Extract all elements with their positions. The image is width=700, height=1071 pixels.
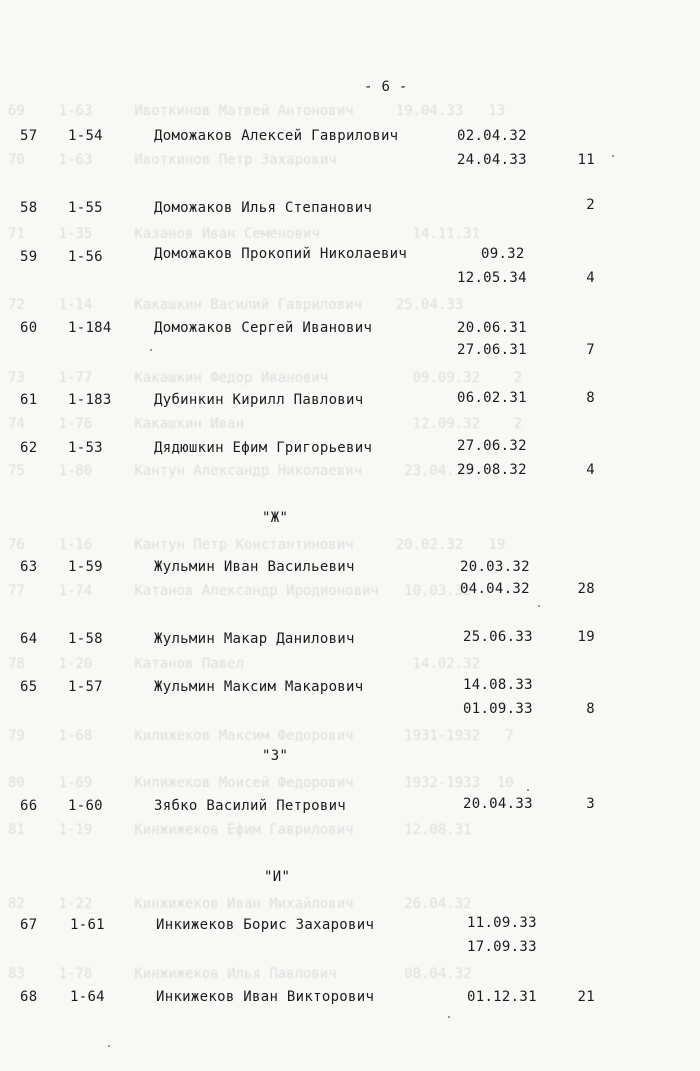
entry-number: 63 — [20, 559, 38, 575]
entry-code: 1-61 — [70, 917, 105, 933]
scan-speck — [448, 1016, 450, 1018]
entry-count: 8 — [586, 390, 595, 406]
entry-name: Доможаков Илья Степанович — [154, 200, 373, 216]
entry-date: 20.03.32 — [460, 559, 530, 575]
entry-name: Жульмин Макар Данилович — [154, 631, 355, 647]
entry-date: 27.06.32 — [457, 438, 527, 454]
entry-date: 20.06.31 — [457, 320, 527, 336]
entry-count: 21 — [577, 989, 595, 1005]
entry-date: 09.32 — [481, 246, 525, 262]
entry-date: 24.04.33 — [457, 152, 527, 168]
entry-count: 4 — [586, 270, 595, 286]
entry-date: 17.09.33 — [467, 939, 537, 955]
section-heading: "З" — [262, 748, 289, 764]
entry-number: 64 — [20, 631, 38, 647]
scan-speck — [150, 349, 152, 351]
entry-count: 8 — [586, 701, 595, 717]
entry-name: Дубинкин Кирилл Павлович — [154, 392, 364, 408]
entry-name: Доможаков Прокопий Николаевич — [154, 246, 408, 262]
entry-number: 61 — [20, 392, 38, 408]
entry-name: Жульмин Максим Макарович — [154, 679, 364, 695]
entry-name: Жульмин Иван Васильевич — [154, 559, 355, 575]
entry-date: 14.08.33 — [463, 677, 533, 693]
entry-number: 62 — [20, 440, 38, 456]
entry-date: 01.09.33 — [463, 701, 533, 717]
entry-date: 02.04.32 — [457, 128, 527, 144]
entry-count: 11 — [577, 152, 595, 168]
page-number: - 6 - — [364, 79, 408, 95]
entry-number: 57 — [20, 128, 38, 144]
entry-code: 1-57 — [68, 679, 103, 695]
section-heading: "И" — [264, 869, 291, 885]
entry-number: 60 — [20, 320, 38, 336]
entry-code: 1-183 — [68, 392, 112, 408]
section-heading: "Ж" — [262, 510, 289, 526]
entry-date: 06.02.31 — [457, 390, 527, 406]
entry-number: 58 — [20, 200, 38, 216]
entry-code: 1-53 — [68, 440, 103, 456]
scan-speck — [612, 155, 614, 157]
entry-name: Доможаков Сергей Иванович — [154, 320, 373, 336]
scan-speck — [108, 1045, 110, 1047]
entry-number: 68 — [20, 989, 38, 1005]
entry-count: 7 — [586, 342, 595, 358]
entry-number: 67 — [20, 917, 38, 933]
entry-code: 1-60 — [68, 798, 103, 814]
entry-date: 12.05.34 — [457, 270, 527, 286]
entry-date: 29.08.32 — [457, 462, 527, 478]
entry-code: 1-184 — [68, 320, 112, 336]
entry-code: 1-56 — [68, 249, 103, 265]
entry-date: 20.04.33 — [463, 796, 533, 812]
entry-code: 1-54 — [68, 128, 103, 144]
entry-number: 65 — [20, 679, 38, 695]
entry-count: 3 — [586, 796, 595, 812]
scan-speck — [538, 605, 540, 607]
entry-date: 25.06.33 — [463, 629, 533, 645]
entry-date: 01.12.31 — [467, 989, 537, 1005]
entry-count: 4 — [586, 462, 595, 478]
entry-date: 04.04.32 — [460, 581, 530, 597]
entry-date: 11.09.33 — [467, 915, 537, 931]
scan-speck — [527, 789, 529, 791]
entry-name: Доможаков Алексей Гаврилович — [154, 128, 399, 144]
entry-date: 27.06.31 — [457, 342, 527, 358]
entry-code: 1-55 — [68, 200, 103, 216]
entry-count: 28 — [577, 581, 595, 597]
entry-number: 59 — [20, 249, 38, 265]
entry-count: 2 — [586, 197, 595, 213]
entry-code: 1-58 — [68, 631, 103, 647]
entry-number: 66 — [20, 798, 38, 814]
entry-name: Зябко Василий Петрович — [154, 798, 347, 814]
entry-count: 19 — [577, 629, 595, 645]
entry-code: 1-59 — [68, 559, 103, 575]
entry-name: Инкижеков Борис Захарович — [156, 917, 375, 933]
document-page: 69 1-63 Ивоткинов Матвей Антонович 19.04.33 13 70 1-63 Ивоткинов Петр Захарович 71 1-35 Казанов Иван Семенович 14.11.31 72 1-14 Какашкин Василий Гаврилович 25.04.33 73 1-77 Какашкин Федор Иванович 09.09.32 2 74 1-76 Какашкин Иван 12.09.32 2 75 1-80 Кантун Александр Николаевич 23.04.32 76 1-16 Кантун Петр Константинович 20.02.32 19 77 1-74 Катанов Александр Иродионович 10.03.32 78 1-20 Катанов Павел 14.02.32 79 1-68 Килижеков Максим Федорович 1931-1932 7 80 1-69 Килижеков Моисей Федорович 1932-1933 10 81 1-19 Кинжижеков Ефим Гаврилович 12.08.31 82 1-22 Кинжижеков Иван Михайлович 26.04.32 83 1-78 Кинжижеков Илья Павлович 08.04.32 - 6 - 57 1-54 Доможаков Алексей Гаврилович 02.04.32 24.04.33 11 58 1-55 Доможаков Илья Степанович 2 59 1-56 Доможаков Прокопий Николаевич 09.32 12.05.34 4 60 1-184 Доможаков Сергей Иванович 20.06.31 27.06.31 7 61 1-183 Дубинкин Кирилл Павлович 06.02.31 8 62 1-53 Дядюшкин Ефим Григорьевич 27.06.32 29.08.32 4 "Ж" 63 1-59 Жульмин Иван Васильевич 20.03.32 04.04.32 28 64 1-58 Жульмин Макар Данилович 25.06.33 19 65 1-57 Жульмин Максим Макарович 14.08.33 01.09.33 8 "З" 66 1-60 Зябко Василий Петрович 20.04.33 3 "И" 67 1-61 Инкижеков Борис Захарович 11.09.33 17.09.33 68 1-64 Инкижеков Иван Викторович 01.12.31 21 — [0, 0, 700, 1071]
entry-code: 1-64 — [70, 989, 105, 1005]
entry-name: Дядюшкин Ефим Григорьевич — [154, 440, 373, 456]
entry-name: Инкижеков Иван Викторович — [156, 989, 375, 1005]
